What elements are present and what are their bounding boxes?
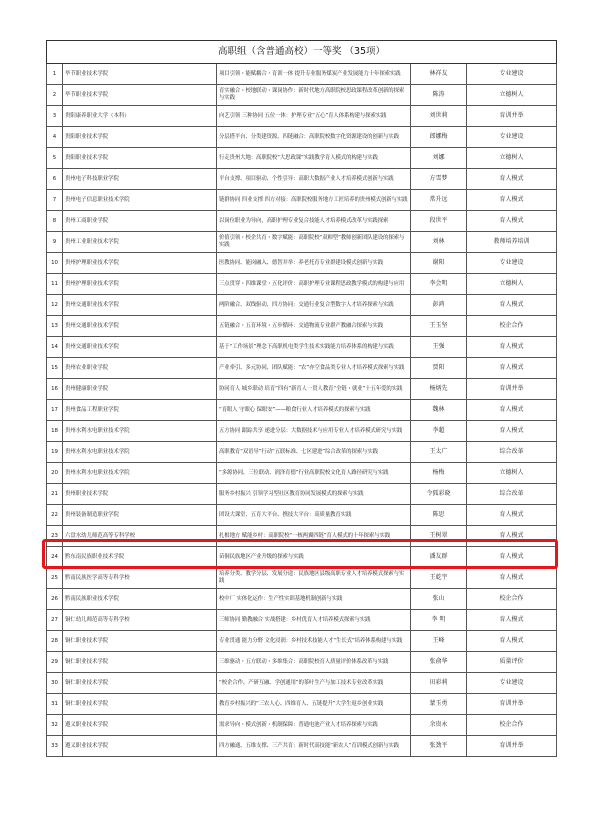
leader-name: 贾阳 — [411, 358, 467, 379]
leader-name: 王太广 — [411, 442, 467, 463]
award-category: 育人模式 — [467, 526, 557, 547]
award-category: 育训并举 — [467, 379, 557, 400]
award-category: 育人模式 — [467, 190, 557, 211]
award-category: 育人模式 — [467, 337, 557, 358]
school-name: 铜仁职业技术学院 — [63, 694, 217, 715]
school-name: 贵州水利水电职业技术学院 — [63, 442, 217, 463]
row-number: 28 — [47, 631, 63, 652]
school-name: 贵州电子信息职业技术学院 — [63, 190, 217, 211]
leader-name: 陈思 — [411, 505, 467, 526]
award-category: 育人模式 — [467, 169, 557, 190]
school-name: 贵州食品工程职业学院 — [63, 400, 217, 421]
leader-name: 常升远 — [411, 190, 467, 211]
award-category: 育人模式 — [467, 610, 557, 631]
school-name: 毕节职业技术学院 — [63, 64, 217, 85]
award-category: 综合改革 — [467, 484, 557, 505]
row-number: 14 — [47, 337, 63, 358]
award-category: 育人模式 — [467, 400, 557, 421]
award-category: 校企合作 — [467, 589, 557, 610]
school-name: 贵州健康职业学院 — [63, 379, 217, 400]
school-name: 贵州装备制造职业学院 — [63, 505, 217, 526]
row-number: 8 — [47, 211, 63, 232]
row-number: 31 — [47, 694, 63, 715]
table-row — [47, 484, 557, 505]
award-category: 育训并举 — [467, 106, 557, 127]
school-name: 遵义职业技术学院 — [63, 736, 217, 757]
project-title: 服务乡村振兴 引领学习型社区教育协同发展模式的探索与实践 — [217, 484, 411, 505]
award-category: 立德树人 — [467, 148, 557, 169]
project-title: 向艺引领 三种协同 五位一体：护理专业“五心”育人体系构建与探索实践 — [217, 106, 411, 127]
project-title: 需求导向・模式创新・机制保障：普通电池产业人才培养探索与实践 — [217, 715, 411, 736]
leader-name: 余贵永 — [411, 715, 467, 736]
table-row — [47, 715, 557, 736]
school-name: 贵州交通职业技术学院 — [63, 316, 217, 337]
table-row — [47, 358, 557, 379]
award-category: 专业建设 — [467, 127, 557, 148]
school-name: 贵州农业职业学院 — [63, 358, 217, 379]
row-number: 7 — [47, 190, 63, 211]
project-title: 五方协同 跟踪共享 递进分层：大数据技术与应用专业人才培养模式研究与实践 — [217, 421, 411, 442]
school-name: 贵州电子科技职业学院 — [63, 169, 217, 190]
project-title: 产业牵引、多元协同、团队赋能：“农”亦空食品类专业人才培养模式探索与实践 — [217, 358, 411, 379]
row-number: 21 — [47, 484, 63, 505]
leader-name: 刘娜 — [411, 148, 467, 169]
leader-name: 彭鸿 — [411, 295, 467, 316]
table-row — [47, 253, 557, 274]
school-name: 贵州工业职业技术学院 — [63, 232, 217, 253]
row-number: 25 — [47, 568, 63, 589]
leader-name: 王峰 — [411, 631, 467, 652]
school-name: 贵州护理职业技术学院 — [63, 274, 217, 295]
leader-name: 李 明 — [411, 610, 467, 631]
school-name: 贵州职业技术学院 — [63, 484, 217, 505]
school-name: 贵阳康养职业大学（本科） — [63, 106, 217, 127]
award-category: 育训并举 — [467, 694, 557, 715]
project-title: 教育乡村振兴的“三农人心、四维育人、五链提升”大学生返乡创业实践 — [217, 694, 411, 715]
project-title: “育眼人 守眼心 保眼安”——粮食行业人才培养模式的探索与实践 — [217, 400, 411, 421]
table-row — [47, 148, 557, 169]
leader-name: 田彩莉 — [411, 673, 467, 694]
award-category: 育人模式 — [467, 211, 557, 232]
project-title: 三维驱动・五方联动・多维集合：高职院校育人质量评价体系改革与实践 — [217, 652, 411, 673]
table-row — [47, 190, 557, 211]
award-category: 育训并举 — [467, 736, 557, 757]
school-name: 铜仁职业技术学院 — [63, 652, 217, 673]
school-name: 六盘水幼儿师范高等专科学校 — [63, 526, 217, 547]
table-row — [47, 64, 557, 85]
leader-name: 杨梅 — [411, 463, 467, 484]
table-row — [47, 211, 557, 232]
table-row — [47, 463, 557, 484]
table-row — [47, 337, 557, 358]
table-row — [47, 127, 557, 148]
leader-name: 刘世莉 — [411, 106, 467, 127]
row-number: 29 — [47, 652, 63, 673]
school-name: 贵州水利水电职业技术学院 — [63, 463, 217, 484]
award-category: 育人模式 — [467, 421, 557, 442]
table-row — [47, 232, 557, 253]
award-category: 校企合作 — [467, 715, 557, 736]
row-number: 1 — [47, 64, 63, 85]
table-row — [47, 106, 557, 127]
award-category: 专业建设 — [467, 64, 557, 85]
row-number: 15 — [47, 358, 63, 379]
project-title: 两阶融合、双线驱动、四方协同：交通行业复合型数字人才培养探索与实践 — [217, 295, 411, 316]
project-title: 校中厂 实体化运作：生产性实训基地机制创新与实践 — [217, 589, 411, 610]
project-title: 专业贯通 能力分野 文化浸润：乡村技术技能人才“生长式”培养体系构建与实践 — [217, 631, 411, 652]
award-category: 教师培养培训 — [467, 232, 557, 253]
leader-name: 张俞华 — [411, 652, 467, 673]
row-number: 13 — [47, 316, 63, 337]
row-number: 26 — [47, 589, 63, 610]
school-name: 黔南民族医学高等专科学校 — [63, 568, 217, 589]
row-number: 3 — [47, 106, 63, 127]
school-name: 贵州交通职业技术学院 — [63, 337, 217, 358]
project-title: 医教协同、能岗融入、德智并举：养老托育专业群建设模式创新与实践 — [217, 253, 411, 274]
school-name: 毕节职业技术学院 — [63, 85, 217, 106]
row-number: 32 — [47, 715, 63, 736]
school-name: 遵义职业技术学院 — [63, 715, 217, 736]
row-number: 30 — [47, 673, 63, 694]
row-number: 16 — [47, 379, 63, 400]
row-number: 27 — [47, 610, 63, 631]
row-number: 24 — [47, 547, 63, 568]
row-number: 22 — [47, 505, 63, 526]
leader-name: 潘友群 — [411, 547, 467, 568]
table-row — [47, 631, 557, 652]
table-body — [47, 64, 557, 757]
table-row — [47, 589, 557, 610]
award-sheet — [46, 40, 556, 757]
table-row — [47, 694, 557, 715]
row-number: 6 — [47, 169, 63, 190]
table-row — [47, 169, 557, 190]
project-title: 项目引领・能赋耦合・育训一体 提升专业服务煤炭产业发展能力十年探索实践 — [217, 64, 411, 85]
leader-name: 杨炳先 — [411, 379, 467, 400]
award-category: 育人模式 — [467, 547, 557, 568]
leader-name: 张山 — [411, 589, 467, 610]
school-name: 贵阳职业技术学院 — [63, 148, 217, 169]
award-category: 立德树人 — [467, 274, 557, 295]
school-name: 贵州工商职业学院 — [63, 211, 217, 232]
row-number: 19 — [47, 442, 63, 463]
leader-name: 李会明 — [411, 274, 467, 295]
leader-name: 刘林 — [411, 232, 467, 253]
award-category: 专业建设 — [467, 673, 557, 694]
award-category: 专业建设 — [467, 253, 557, 274]
leader-name: 郎娜梅 — [411, 127, 467, 148]
row-number: 5 — [47, 148, 63, 169]
project-title: 分层搭平台、分类建资源、四链融合：高职院校数字化资源建设的创新与实践 — [217, 127, 411, 148]
table-row — [47, 673, 557, 694]
table-row — [47, 379, 557, 400]
school-name: 铜仁职业技术学院 — [63, 631, 217, 652]
leader-name: 谢阳 — [411, 253, 467, 274]
project-title: 链群协同 四业支撑 四方对接：高职院校服务地方工匠培养的贵州模式创新与实践 — [217, 190, 411, 211]
row-number: 9 — [47, 232, 63, 253]
award-category: 育人模式 — [467, 295, 557, 316]
leader-name: 李超 — [411, 421, 467, 442]
project-title: 四方融通、五维支撑、三产共育：新时代高技能“新农人”育训模式创新与实践 — [217, 736, 411, 757]
row-number: 23 — [47, 526, 63, 547]
school-name: 黔南民族职业技术学院 — [63, 589, 217, 610]
row-number: 20 — [47, 463, 63, 484]
school-name: 贵州护理职业技术学院 — [63, 253, 217, 274]
table-row — [47, 421, 557, 442]
award-category: 育人模式 — [467, 568, 557, 589]
project-title: 高职教育“双语导”行动“五联标准、七区建进”综合改革的探索与实践 — [217, 442, 411, 463]
table-title: 高职组（含普通高校）一等奖 （35项） — [47, 41, 557, 64]
school-name: 铜仁幼儿师范高等专科学校 — [63, 610, 217, 631]
award-category: 质量评价 — [467, 652, 557, 673]
award-category: 育人模式 — [467, 505, 557, 526]
project-title: 以岗位职业为导向，高职护理专业复合技能人才培养模式改革与实践探索 — [217, 211, 411, 232]
table-row — [47, 568, 557, 589]
project-title: 团设大课堂、五育大平台、携技大平台：高质量教育实践 — [217, 505, 411, 526]
project-title: 扎根地方 赋能乡村：高职院校“一核两翼四链”育人模式的十年探索与实践 — [217, 526, 411, 547]
leader-name: 王玉坚 — [411, 316, 467, 337]
award-category: 校企合作 — [467, 316, 557, 337]
project-title: 协同育人 城乡联动 培育“四有”新育人一贯人教育“全链・就业”十五年爱的实践 — [217, 379, 411, 400]
project-title: 行走贵州大地：高职院校“大思政课”实践教学育人模式的构建与实践 — [217, 148, 411, 169]
row-number: 18 — [47, 421, 63, 442]
school-name: 贵州交通职业技术学院 — [63, 295, 217, 316]
award-category: 育人模式 — [467, 358, 557, 379]
leader-name: 魏林 — [411, 400, 467, 421]
project-title: 价值引领・校企共育・数字赋能：高职院校“双师型”教师创新团队建设的探索与实践 — [217, 232, 411, 253]
table-row — [47, 400, 557, 421]
leader-name: 林祥友 — [411, 64, 467, 85]
award-category: 育人模式 — [467, 631, 557, 652]
award-category: 综合改革 — [467, 442, 557, 463]
project-title: 育实融合・校地联动・课岗协作：新时代地方高职院校思政课程改革创新的探索与实践 — [217, 85, 411, 106]
table-row — [47, 610, 557, 631]
leader-name: 段世平 — [411, 211, 467, 232]
project-title: 三点贯穿・四维课堂・五化评价：高职护理专业课程思政教学模式的构建与应用 — [217, 274, 411, 295]
school-name: 黔东南民族职业技术学院 — [63, 547, 217, 568]
table-row — [47, 736, 557, 757]
table-row — [47, 295, 557, 316]
leader-name: 陈涛 — [411, 85, 467, 106]
leader-name: 王强 — [411, 337, 467, 358]
leader-name: 张劲平 — [411, 736, 467, 757]
school-name: 铜仁职业技术学院 — [63, 673, 217, 694]
leader-name: 令狐彩晓 — [411, 484, 467, 505]
project-title: “多源协同、三位联动、润泽育德”行业高职院校文化育人路径研究与实践 — [217, 463, 411, 484]
awards-table — [46, 40, 557, 757]
award-category: 立德树人 — [467, 85, 557, 106]
table-row — [47, 316, 557, 337]
leader-name: 蒙玉勇 — [411, 694, 467, 715]
highlight-box — [42, 539, 558, 569]
table-row — [47, 85, 557, 106]
project-title: 三师协同 勤教融合 实战搭建：乡村优育人才培养模式探索与实践 — [217, 610, 411, 631]
leader-name: 王树翠 — [411, 526, 467, 547]
table-row — [47, 274, 557, 295]
row-number: 4 — [47, 127, 63, 148]
project-title: “校企合作、产研互融、学创通用”的茶叶生产与加工技术专业改革实践 — [217, 673, 411, 694]
school-name: 贵州水利水电职业技术学院 — [63, 421, 217, 442]
leader-name: 王乾宇 — [411, 568, 467, 589]
project-title: 五链融合・五育环境・五步循环：交通物流专业群产教融合探索与实践 — [217, 316, 411, 337]
row-number: 10 — [47, 253, 63, 274]
project-title: 基于“工作场景”理念下高职机电类学生技术实践能力培养体系的构建与实践 — [217, 337, 411, 358]
row-number: 33 — [47, 736, 63, 757]
table-row — [47, 652, 557, 673]
row-number: 12 — [47, 295, 63, 316]
table-row — [47, 442, 557, 463]
project-title: 苗侗民族地区产业升级的探索与实践 — [217, 547, 411, 568]
award-category: 立德树人 — [467, 463, 557, 484]
row-number: 11 — [47, 274, 63, 295]
row-number: 2 — [47, 85, 63, 106]
row-number: 17 — [47, 400, 63, 421]
project-title: 平台支撑、项目驱动、个性引导：高职大数据产业人才培养模式创新与实践 — [217, 169, 411, 190]
project-title: 培养分类、教学分层、发展分途：民族地区县级高职专业人才培养模式探索与实践 — [217, 568, 411, 589]
table-row — [47, 505, 557, 526]
leader-name: 方雪梦 — [411, 169, 467, 190]
school-name: 贵阳职业技术学院 — [63, 127, 217, 148]
